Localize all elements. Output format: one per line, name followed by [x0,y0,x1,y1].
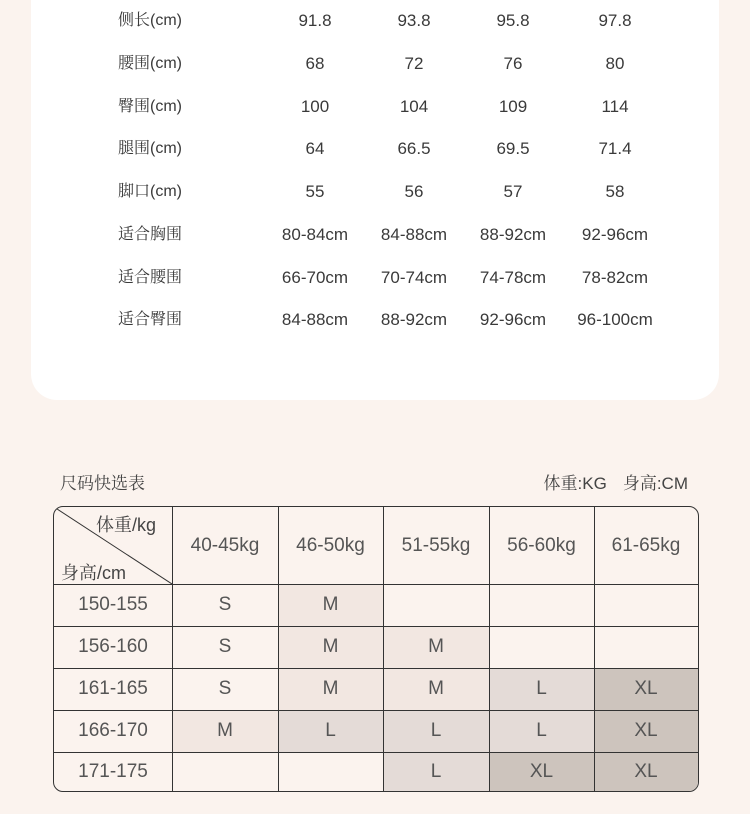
spec-cell: 66-70cm [281,267,349,287]
spec-row [0,177,750,207]
spec-row [0,49,750,79]
weight-header-cell: 56-60kg [507,534,576,556]
spec-cell: 57 [503,182,523,201]
size-cell [594,584,698,626]
height-row-label: 166-170 [78,720,148,741]
spec-row-label: 腿围(cm) [118,140,182,158]
size-cell [278,752,383,791]
size-cell [172,752,278,791]
grid-row-divider [54,668,698,669]
grid-column-divider [489,507,490,791]
spec-cell: 88-92cm [479,224,547,244]
grid-column-divider [594,507,595,791]
grid-row-divider [54,710,698,711]
spec-cell: 69.5 [496,139,530,159]
size-cell: M [172,710,278,752]
spec-cell: 114 [601,96,629,116]
spec-row-label: 脚口(cm) [118,183,182,200]
size-cell: XL [594,668,698,710]
size-cell: M [278,626,383,668]
spec-cell: 76 [503,53,523,73]
spec-cell: 80 [605,53,625,73]
spec-row-label: 适合胸围 [118,225,183,243]
spec-cell: 55 [305,182,325,201]
spec-cell: 88-92cm [380,310,448,330]
size-cell [489,626,594,668]
spec-row [0,134,750,164]
spec-cell: 109 [498,96,528,116]
height-row-label: 171-175 [78,760,148,782]
spec-cell: 56 [404,182,424,201]
size-cell: L [383,752,489,791]
size-cell: S [172,668,278,710]
height-row-label: 156-160 [78,636,148,657]
spec-cell: 84-88cm [380,224,448,244]
spec-cell: 74-78cm [479,267,547,287]
spec-cell: 95.8 [496,11,530,30]
spec-cell: 58 [605,182,625,201]
spec-row-label: 臀围(cm) [118,97,182,115]
size-cell: L [278,710,383,752]
spec-cell: 93.8 [397,11,431,30]
size-cell: L [383,710,489,752]
size-cell [594,626,698,668]
spec-cell: 80-84cm [281,224,349,244]
spec-row-label: 适合腰围 [118,268,183,286]
height-row-label: 161-165 [78,678,148,699]
grid-column-divider [383,507,384,791]
size-cell: L [489,668,594,710]
spec-cell: 97.8 [598,11,632,30]
size-cell: XL [594,752,698,791]
size-cell [383,584,489,626]
size-cell: M [278,668,383,710]
weight-header-cell: 51-55kg [401,534,471,556]
size-cell [489,584,594,626]
spec-cell: 91.8 [298,11,332,30]
spec-cell: 71.4 [598,139,632,159]
grid-row-divider [54,752,698,753]
size-cell: M [383,668,489,710]
quick-select-title: 尺码快选表 [60,474,145,493]
spec-cell: 68 [305,53,325,73]
grid-row-divider [54,626,698,627]
spec-row-label: 侧长(cm) [118,12,182,29]
spec-cell: 66.5 [397,139,431,159]
spec-cell: 104 [399,96,429,116]
spec-cell: 72 [404,53,424,73]
spec-row [0,220,750,250]
size-quick-select-table [53,506,699,792]
spec-row [0,92,750,122]
quick-select-units [544,469,688,494]
weight-header-cell: 40-45kg [190,534,260,556]
height-row-label: 150-155 [78,594,148,615]
spec-cell: 96-100cm [577,310,653,330]
size-cell: M [278,584,383,626]
size-cell: L [489,710,594,752]
height-unit-label: 身高:CM [622,474,688,493]
size-cell: S [172,626,278,668]
spec-row [0,263,750,293]
weight-header-cell: 46-50kg [296,534,365,556]
size-cell: XL [594,710,698,752]
spec-row [0,6,750,36]
weight-unit-label: 体重:KG [543,474,607,493]
spec-cell: 64 [305,139,325,159]
corner-weight-label: 体重/kg [96,515,157,535]
size-cell: S [172,584,278,626]
spec-cell: 92-96cm [479,310,547,330]
weight-header-cell: 61-65kg [611,534,681,556]
spec-cell: 78-82cm [581,267,649,287]
spec-cell: 100 [300,96,330,116]
spec-row-label: 适合臀围 [118,311,183,329]
size-cell: XL [489,752,594,791]
grid-column-divider [278,507,279,791]
spec-cell: 92-96cm [581,224,649,244]
spec-cell: 84-88cm [281,310,349,330]
spec-row-label: 腰围(cm) [118,54,182,72]
spec-row [0,305,750,335]
grid-column-divider [172,507,173,791]
spec-cell: 70-74cm [380,267,448,287]
corner-height-label: 身高/cm [61,563,126,583]
size-cell: M [383,626,489,668]
grid-row-divider [54,584,698,585]
